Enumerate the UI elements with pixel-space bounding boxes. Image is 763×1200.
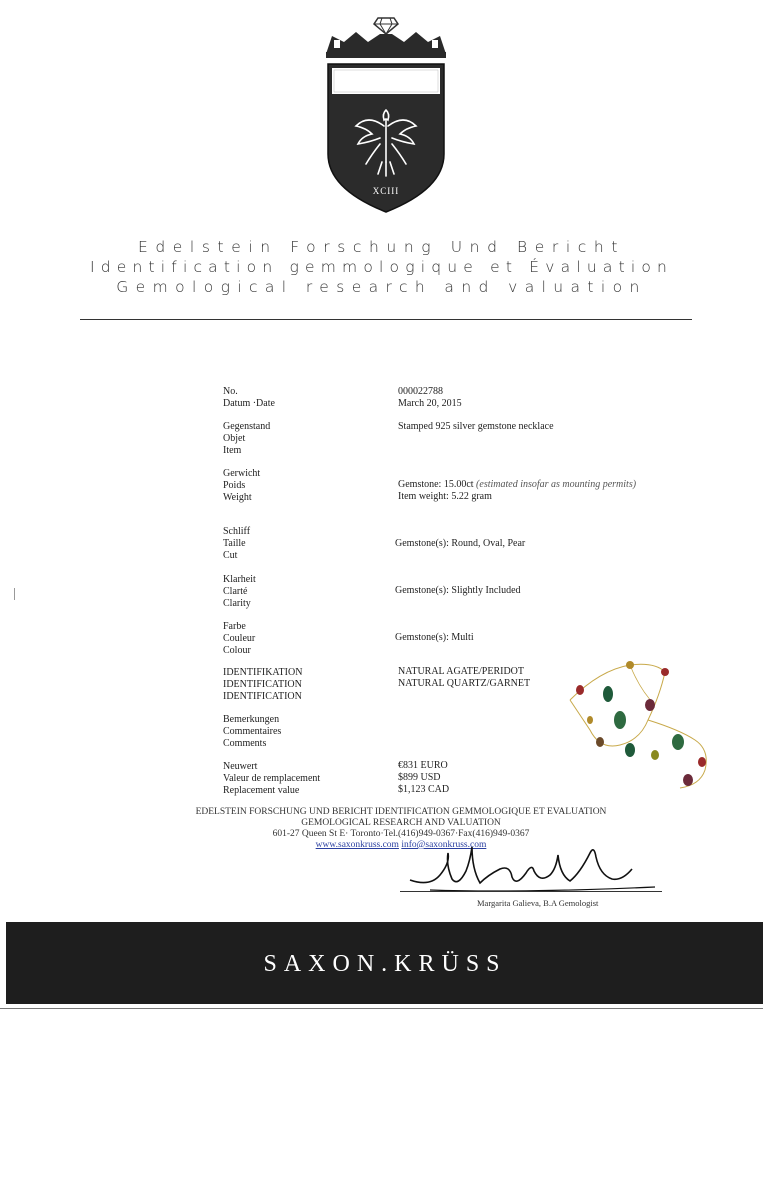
header-divider	[80, 319, 692, 320]
value-euro: €831 EURO	[398, 760, 448, 771]
label-date: Datum ·Date	[223, 398, 275, 409]
crest-logo	[322, 14, 450, 214]
label-cut-en: Cut	[223, 550, 238, 561]
value-colour: Gemstone(s): Multi	[395, 632, 474, 643]
brand-name: SAXON.KRÜSS	[263, 951, 507, 977]
label-clarity-fr: Clarté	[223, 586, 248, 597]
bottom-rule	[0, 1008, 763, 1009]
label-value-en: Replacement value	[223, 785, 300, 796]
value-number: 000022788	[398, 386, 443, 397]
label-item-de: Gegenstand	[223, 421, 271, 432]
website-link[interactable]: www.saxonkruss.com	[315, 840, 399, 850]
label-weight-de: Gerwicht	[223, 468, 261, 479]
label-weight-en: Weight	[223, 492, 252, 503]
value-identification-2: NATURAL QUARTZ/GARNET	[398, 678, 531, 689]
value-cut: Gemstone(s): Round, Oval, Pear	[395, 538, 526, 549]
label-number: No.	[223, 386, 238, 397]
value-identification-1: NATURAL AGATE/PERIDOT	[398, 666, 525, 677]
label-item-en: Item	[223, 445, 242, 456]
label-identification-fr: IDENTIFICATION	[223, 679, 302, 690]
heading-german: Edelstein Forschung Und Bericht	[137, 238, 626, 256]
signatory-name: Margarita Galieva, B.A Gemologist	[477, 898, 599, 908]
value-gem-weight: Gemstone: 15.00ct (estimated insofar as mounting permits)	[398, 479, 637, 490]
label-comments-en: Comments	[223, 738, 267, 749]
heading-english: Gemological research and valuation	[116, 278, 647, 296]
email-link[interactable]: info@saxonkruss.com	[401, 840, 487, 850]
label-value-de: Neuwert	[223, 761, 258, 772]
value-date: March 20, 2015	[398, 398, 462, 409]
crest-numeral: XCIII	[372, 186, 400, 196]
weight-note: (estimated insofar as mounting permits)	[476, 479, 637, 490]
value-cad: $1,123 CAD	[398, 784, 450, 795]
label-item-fr: Objet	[223, 433, 246, 444]
footer-line-3: 601-27 Queen St E· Toronto·Tel.(416)949-0367·Fax(416)949-0367	[272, 829, 530, 839]
label-identification-en: IDENTIFICATION	[223, 691, 302, 702]
label-cut-fr: Taille	[223, 538, 246, 549]
label-weight-fr: Poids	[223, 480, 246, 491]
footer-line-2: GEMOLOGICAL RESEARCH AND VALUATION	[301, 818, 501, 828]
value-item: Stamped 925 silver gemstone necklace	[398, 421, 554, 432]
value-item-weight: Item weight: 5.22 gram	[398, 491, 492, 502]
necklace-image	[560, 650, 763, 800]
label-clarity-en: Clarity	[223, 598, 251, 609]
label-colour-fr: Couleur	[223, 633, 256, 644]
label-comments-fr: Commentaires	[223, 726, 282, 737]
value-usd: $899 USD	[398, 772, 441, 783]
heading-french: Identification gemmologique et Évaluation	[89, 258, 674, 276]
label-value-fr: Valeur de remplacement	[223, 773, 321, 784]
scan-mark	[14, 588, 15, 600]
value-clarity: Gemstone(s): Slightly Included	[395, 585, 521, 596]
label-colour-de: Farbe	[223, 621, 246, 632]
label-cut-de: Schliff	[223, 526, 251, 537]
label-comments-de: Bemerkungen	[223, 714, 280, 725]
label-clarity-de: Klarheit	[223, 574, 256, 585]
label-identification-de: IDENTIFIKATION	[223, 667, 303, 678]
signature-line	[400, 891, 662, 892]
label-colour-en: Colour	[223, 645, 251, 656]
footer-line-1: EDELSTEIN FORSCHUNG UND BERICHT IDENTIFICATION GEMMOLOGIQUE ET EVALUATION	[195, 807, 607, 817]
